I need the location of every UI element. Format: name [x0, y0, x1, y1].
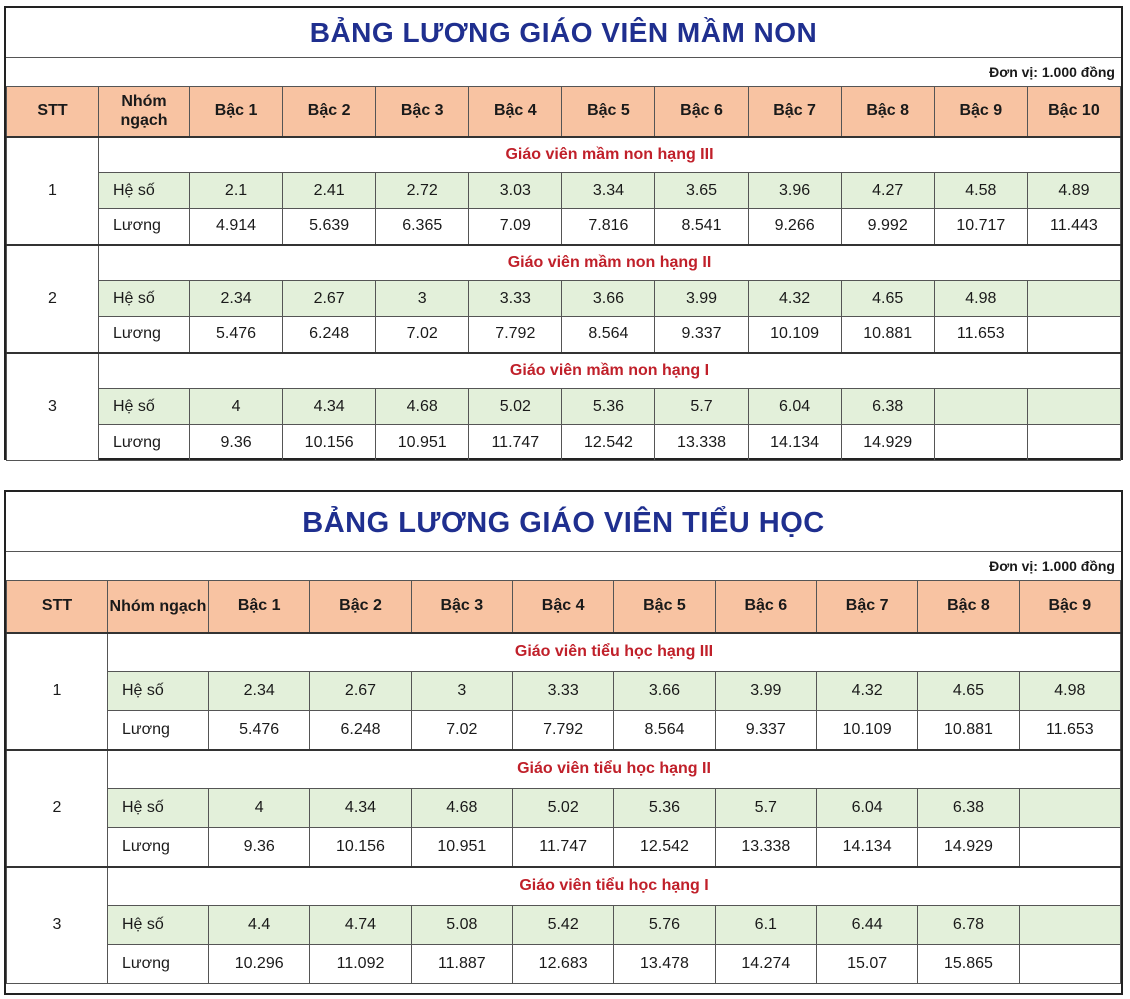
- coef-cell: 6.38: [918, 789, 1019, 828]
- row-label: Lương: [108, 711, 209, 750]
- coef-cell: 2.67: [283, 281, 376, 317]
- coef-cell: 3: [411, 672, 512, 711]
- salary-cell: 8.564: [562, 317, 655, 353]
- row-label: Hệ số: [108, 906, 209, 945]
- coef-cell: 3.96: [748, 173, 841, 209]
- header-cell: Bậc 1: [209, 581, 310, 633]
- salary-cell: [1027, 425, 1120, 461]
- header-row: [7, 581, 1121, 633]
- coef-cell: 5.36: [562, 389, 655, 425]
- salary-cell: 12.542: [562, 425, 655, 461]
- coef-cell: 4.65: [841, 281, 934, 317]
- salary-cell: [934, 425, 1027, 461]
- coef-cell: 3.34: [562, 173, 655, 209]
- row-label: Hệ số: [99, 173, 190, 209]
- coef-row: [7, 281, 1121, 317]
- coef-row: [7, 389, 1121, 425]
- coef-cell: 5.42: [512, 906, 613, 945]
- coef-cell: 3.33: [512, 672, 613, 711]
- stt-cell: 1: [7, 137, 99, 245]
- coef-cell: 4.27: [841, 173, 934, 209]
- salary-row: [7, 711, 1121, 750]
- salary-cell: 9.36: [190, 425, 283, 461]
- coef-cell: 3.65: [655, 173, 748, 209]
- coef-cell: 2.34: [209, 672, 310, 711]
- salary-cell: 8.564: [614, 711, 715, 750]
- header-row: [7, 87, 1121, 137]
- coef-cell: 4.32: [816, 672, 917, 711]
- salary-cell: 4.914: [190, 209, 283, 245]
- salary-cell: 11.653: [934, 317, 1027, 353]
- salary-cell: 5.476: [190, 317, 283, 353]
- header-cell: Bậc 6: [715, 581, 816, 633]
- header-cell: Bậc 6: [655, 87, 748, 137]
- group-title: Giáo viên mầm non hạng II: [99, 245, 1121, 281]
- salary-cell: 10.881: [841, 317, 934, 353]
- header-cell: STT: [7, 87, 99, 137]
- salary-cell: 9.337: [715, 711, 816, 750]
- row-label: Lương: [99, 209, 190, 245]
- salary-cell: 13.338: [655, 425, 748, 461]
- coef-cell: 4.4: [209, 906, 310, 945]
- salary-cell: 15.07: [816, 945, 917, 984]
- coef-row: [7, 173, 1121, 209]
- unit-note: Đơn vị: 1.000 đồng: [989, 64, 1115, 80]
- row-label: Lương: [99, 425, 190, 461]
- group-title: Giáo viên mầm non hạng I: [99, 353, 1121, 389]
- coef-cell: [1019, 789, 1120, 828]
- header-cell: STT: [7, 581, 108, 633]
- stt-cell: 3: [7, 353, 99, 461]
- salary-cell: 9.992: [841, 209, 934, 245]
- salary-cell: 9.266: [748, 209, 841, 245]
- coef-cell: [1019, 906, 1120, 945]
- coef-cell: 5.08: [411, 906, 512, 945]
- header-cell: Nhóm ngạch: [99, 87, 190, 137]
- coef-cell: 4: [209, 789, 310, 828]
- group-header-row: [7, 633, 1121, 672]
- coef-cell: [1027, 389, 1120, 425]
- salary-table-primary: [4, 490, 1123, 995]
- group-title: Giáo viên tiểu học hạng III: [108, 633, 1121, 672]
- salary-grid: [6, 86, 1121, 461]
- coef-cell: 6.04: [748, 389, 841, 425]
- row-label: Hệ số: [108, 789, 209, 828]
- salary-cell: 10.951: [411, 828, 512, 867]
- table-title: BẢNG LƯƠNG GIÁO VIÊN MẦM NON: [6, 8, 1121, 58]
- salary-cell: 7.792: [469, 317, 562, 353]
- coef-cell: 5.02: [469, 389, 562, 425]
- group-header-row: [7, 245, 1121, 281]
- coef-row: [7, 906, 1121, 945]
- salary-cell: 7.02: [376, 317, 469, 353]
- salary-cell: 6.248: [310, 711, 411, 750]
- salary-cell: 9.337: [655, 317, 748, 353]
- salary-cell: 10.156: [283, 425, 376, 461]
- coef-cell: 2.67: [310, 672, 411, 711]
- stt-cell: 3: [7, 867, 108, 984]
- header-cell: Bậc 7: [816, 581, 917, 633]
- salary-cell: 10.296: [209, 945, 310, 984]
- salary-cell: 5.639: [283, 209, 376, 245]
- salary-cell: 10.951: [376, 425, 469, 461]
- table-body: [7, 137, 1121, 461]
- coef-cell: 4.89: [1027, 173, 1120, 209]
- coef-cell: 6.04: [816, 789, 917, 828]
- group-title: Giáo viên mầm non hạng III: [99, 137, 1121, 173]
- coef-cell: 4.32: [748, 281, 841, 317]
- row-label: Hệ số: [108, 672, 209, 711]
- coef-cell: 2.34: [190, 281, 283, 317]
- salary-cell: 14.134: [748, 425, 841, 461]
- coef-cell: 3.33: [469, 281, 562, 317]
- salary-cell: 11.092: [310, 945, 411, 984]
- salary-cell: 7.09: [469, 209, 562, 245]
- coef-cell: 4.58: [934, 173, 1027, 209]
- salary-cell: 10.109: [748, 317, 841, 353]
- coef-cell: 4.68: [411, 789, 512, 828]
- salary-cell: 7.792: [512, 711, 613, 750]
- group-title: Giáo viên tiểu học hạng I: [108, 867, 1121, 906]
- row-label: Lương: [99, 317, 190, 353]
- group-header-row: [7, 750, 1121, 789]
- salary-cell: 12.683: [512, 945, 613, 984]
- group-header-row: [7, 867, 1121, 906]
- salary-cell: 13.338: [715, 828, 816, 867]
- coef-cell: [934, 389, 1027, 425]
- coef-cell: 6.1: [715, 906, 816, 945]
- salary-cell: [1027, 317, 1120, 353]
- group-header-row: [7, 353, 1121, 389]
- stt-cell: 2: [7, 245, 99, 353]
- salary-cell: [1019, 945, 1120, 984]
- header-cell: Bậc 5: [562, 87, 655, 137]
- header-cell: Bậc 10: [1027, 87, 1120, 137]
- coef-cell: 3.99: [655, 281, 748, 317]
- salary-row: [7, 317, 1121, 353]
- salary-cell: 13.478: [614, 945, 715, 984]
- salary-cell: 12.542: [614, 828, 715, 867]
- salary-cell: 14.929: [918, 828, 1019, 867]
- table-title: BẢNG LƯƠNG GIÁO VIÊN TIỂU HỌC: [6, 492, 1121, 552]
- coef-cell: 5.02: [512, 789, 613, 828]
- salary-cell: 11.747: [512, 828, 613, 867]
- coef-cell: 4.34: [310, 789, 411, 828]
- header-cell: Bậc 1: [190, 87, 283, 137]
- group-header-row: [7, 137, 1121, 173]
- salary-cell: 5.476: [209, 711, 310, 750]
- salary-cell: 10.881: [918, 711, 1019, 750]
- header-cell: Bậc 9: [1019, 581, 1120, 633]
- header-cell: Bậc 4: [469, 87, 562, 137]
- coef-cell: 6.38: [841, 389, 934, 425]
- salary-cell: 14.274: [715, 945, 816, 984]
- coef-cell: 3.66: [562, 281, 655, 317]
- salary-cell: 6.248: [283, 317, 376, 353]
- salary-cell: 11.747: [469, 425, 562, 461]
- salary-cell: 9.36: [209, 828, 310, 867]
- header-cell: Bậc 2: [310, 581, 411, 633]
- header-cell: Bậc 3: [376, 87, 469, 137]
- coef-cell: 5.36: [614, 789, 715, 828]
- row-label: Hệ số: [99, 281, 190, 317]
- salary-cell: 8.541: [655, 209, 748, 245]
- coef-cell: 5.7: [655, 389, 748, 425]
- salary-row: [7, 945, 1121, 984]
- coef-cell: 5.76: [614, 906, 715, 945]
- table-body: [7, 633, 1121, 984]
- salary-cell: 14.929: [841, 425, 934, 461]
- coef-row: [7, 789, 1121, 828]
- header-cell: Nhóm ngạch: [108, 581, 209, 633]
- header-cell: Bậc 7: [748, 87, 841, 137]
- coef-cell: 4.74: [310, 906, 411, 945]
- coef-cell: 6.44: [816, 906, 917, 945]
- row-label: Hệ số: [99, 389, 190, 425]
- row-label: Lương: [108, 828, 209, 867]
- salary-cell: 7.02: [411, 711, 512, 750]
- coef-cell: 4.68: [376, 389, 469, 425]
- coef-cell: 3.99: [715, 672, 816, 711]
- header-cell: Bậc 2: [283, 87, 376, 137]
- coef-cell: 4.98: [934, 281, 1027, 317]
- salary-cell: 11.653: [1019, 711, 1120, 750]
- salary-cell: 6.365: [376, 209, 469, 245]
- salary-cell: 10.109: [816, 711, 917, 750]
- salary-row: [7, 425, 1121, 461]
- coef-cell: 4.98: [1019, 672, 1120, 711]
- coef-cell: [1027, 281, 1120, 317]
- coef-cell: 2.72: [376, 173, 469, 209]
- coef-cell: 3.66: [614, 672, 715, 711]
- coef-cell: 3.03: [469, 173, 562, 209]
- header-cell: Bậc 5: [614, 581, 715, 633]
- header-cell: Bậc 3: [411, 581, 512, 633]
- salary-cell: 10.717: [934, 209, 1027, 245]
- stt-cell: 2: [7, 750, 108, 867]
- coef-cell: 2.1: [190, 173, 283, 209]
- coef-cell: 4: [190, 389, 283, 425]
- salary-row: [7, 828, 1121, 867]
- header-cell: Bậc 8: [841, 87, 934, 137]
- unit-note: Đơn vị: 1.000 đồng: [989, 558, 1115, 574]
- salary-cell: 10.156: [310, 828, 411, 867]
- salary-cell: 7.816: [562, 209, 655, 245]
- header-cell: Bậc 8: [918, 581, 1019, 633]
- salary-cell: [1019, 828, 1120, 867]
- coef-cell: 3: [376, 281, 469, 317]
- coef-cell: 6.78: [918, 906, 1019, 945]
- salary-grid: [6, 580, 1121, 984]
- salary-cell: 11.887: [411, 945, 512, 984]
- stt-cell: 1: [7, 633, 108, 750]
- coef-cell: 4.34: [283, 389, 376, 425]
- salary-cell: 14.134: [816, 828, 917, 867]
- salary-cell: 11.443: [1027, 209, 1120, 245]
- salary-table-preschool: [4, 6, 1123, 460]
- row-label: Lương: [108, 945, 209, 984]
- header-cell: Bậc 9: [934, 87, 1027, 137]
- coef-cell: 2.41: [283, 173, 376, 209]
- group-title: Giáo viên tiểu học hạng II: [108, 750, 1121, 789]
- header-cell: Bậc 4: [512, 581, 613, 633]
- coef-cell: 5.7: [715, 789, 816, 828]
- coef-row: [7, 672, 1121, 711]
- salary-row: [7, 209, 1121, 245]
- coef-cell: 4.65: [918, 672, 1019, 711]
- salary-cell: 15.865: [918, 945, 1019, 984]
